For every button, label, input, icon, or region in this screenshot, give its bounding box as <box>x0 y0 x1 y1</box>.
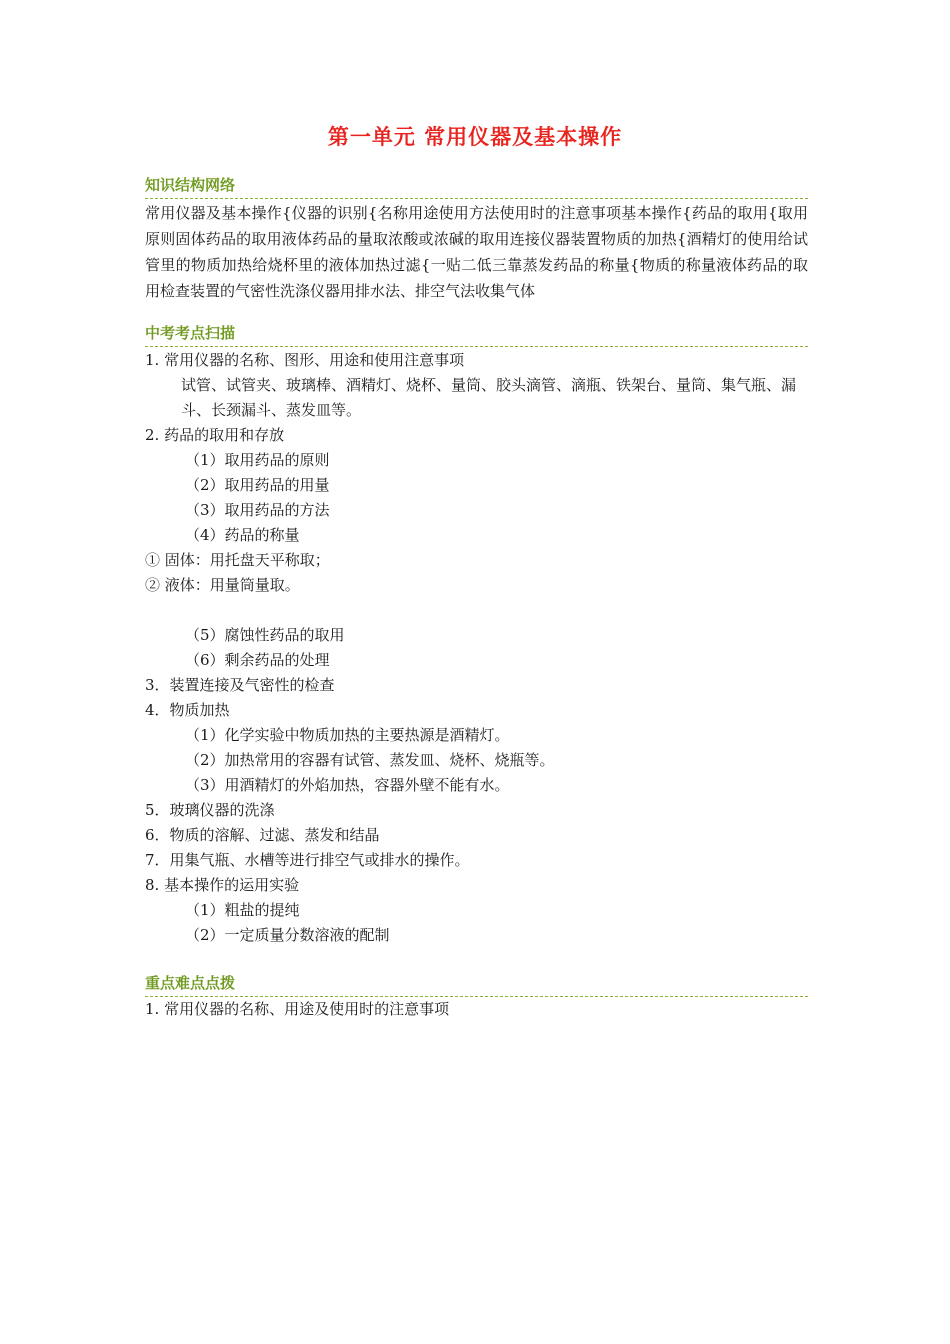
list-item: （1）粗盐的提纯 <box>185 901 300 919</box>
list-item: 2. 药品的取用和存放 <box>145 426 285 444</box>
list-item: （2）取用药品的用量 <box>185 476 330 494</box>
list-item: （4）药品的称量 <box>185 526 300 544</box>
list-item: 3．装置连接及气密性的检查 <box>145 676 335 694</box>
spacer <box>145 598 808 623</box>
page-title: 第一单元 常用仪器及基本操作 <box>327 125 623 149</box>
list-item: （1）化学实验中物质加热的主要热源是酒精灯。 <box>185 726 510 744</box>
list-item: ① 固体：用托盘天平称取； <box>145 551 330 569</box>
list-item: 1. 常用仪器的名称、图形、用途和使用注意事项 <box>145 351 465 369</box>
list-item: （1）取用药品的原则 <box>185 451 330 469</box>
list-item: 试管、试管夹、玻璃棒、酒精灯、烧杯、量筒、胶头滴管、滴瓶、铁架台、量筒、集气瓶、漏斗、长颈漏斗、蒸发皿等。 <box>181 376 797 419</box>
list-item: （6）剩余药品的处理 <box>185 651 330 669</box>
section-heading-structure <box>145 172 808 199</box>
list-item: 7．用集气瓶、水槽等进行排空气或排水的操作。 <box>145 851 470 869</box>
list-item: （2）一定质量分数溶液的配制 <box>185 926 390 944</box>
list-item: ② 液体：用量筒量取。 <box>145 576 300 594</box>
list-item: （2）加热常用的容器有试管、蒸发皿、烧杯、烧瓶等。 <box>185 751 555 769</box>
list-item: 1. 常用仪器的名称、用途及使用时的注意事项 <box>145 1000 450 1018</box>
section-heading-scan <box>145 320 808 347</box>
list-item: 5．玻璃仪器的洗涤 <box>145 801 275 819</box>
section-heading-text: 知识结构网络 <box>145 176 236 194</box>
list-item: 8. 基本操作的运用实验 <box>145 876 300 894</box>
exam-points-list <box>145 348 808 948</box>
list-item: 4．物质加热 <box>145 701 230 719</box>
list-item: （5）腐蚀性药品的取用 <box>185 626 345 644</box>
list-item: （3）取用药品的方法 <box>185 501 330 519</box>
section-heading-text: 中考考点扫描 <box>145 324 236 342</box>
section-heading-key <box>145 970 808 997</box>
list-item: 6．物质的溶解、过滤、蒸发和结晶 <box>145 826 380 844</box>
key-points-list <box>145 997 808 1022</box>
section-heading-text: 重点难点点拨 <box>145 974 236 992</box>
list-item: （3）用酒精灯的外焰加热，容器外壁不能有水。 <box>185 776 510 794</box>
knowledge-structure-text: 常用仪器及基本操作{仪器的识别{名称用途使用方法使用时的注意事项基本操作{药品的取用{取用原则固体药品的取用液体药品的量取浓酸或浓碱的取用连接仪器装置物质的加热{酒精灯的使用给试管里的物质加热给烧杯里的液体加热过滤{一贴二低三靠蒸发药品的称量{物质的称量液体药品的取用检查装置的气密性洗涤仪器用排水法、排空气法收集气体 <box>145 204 808 300</box>
